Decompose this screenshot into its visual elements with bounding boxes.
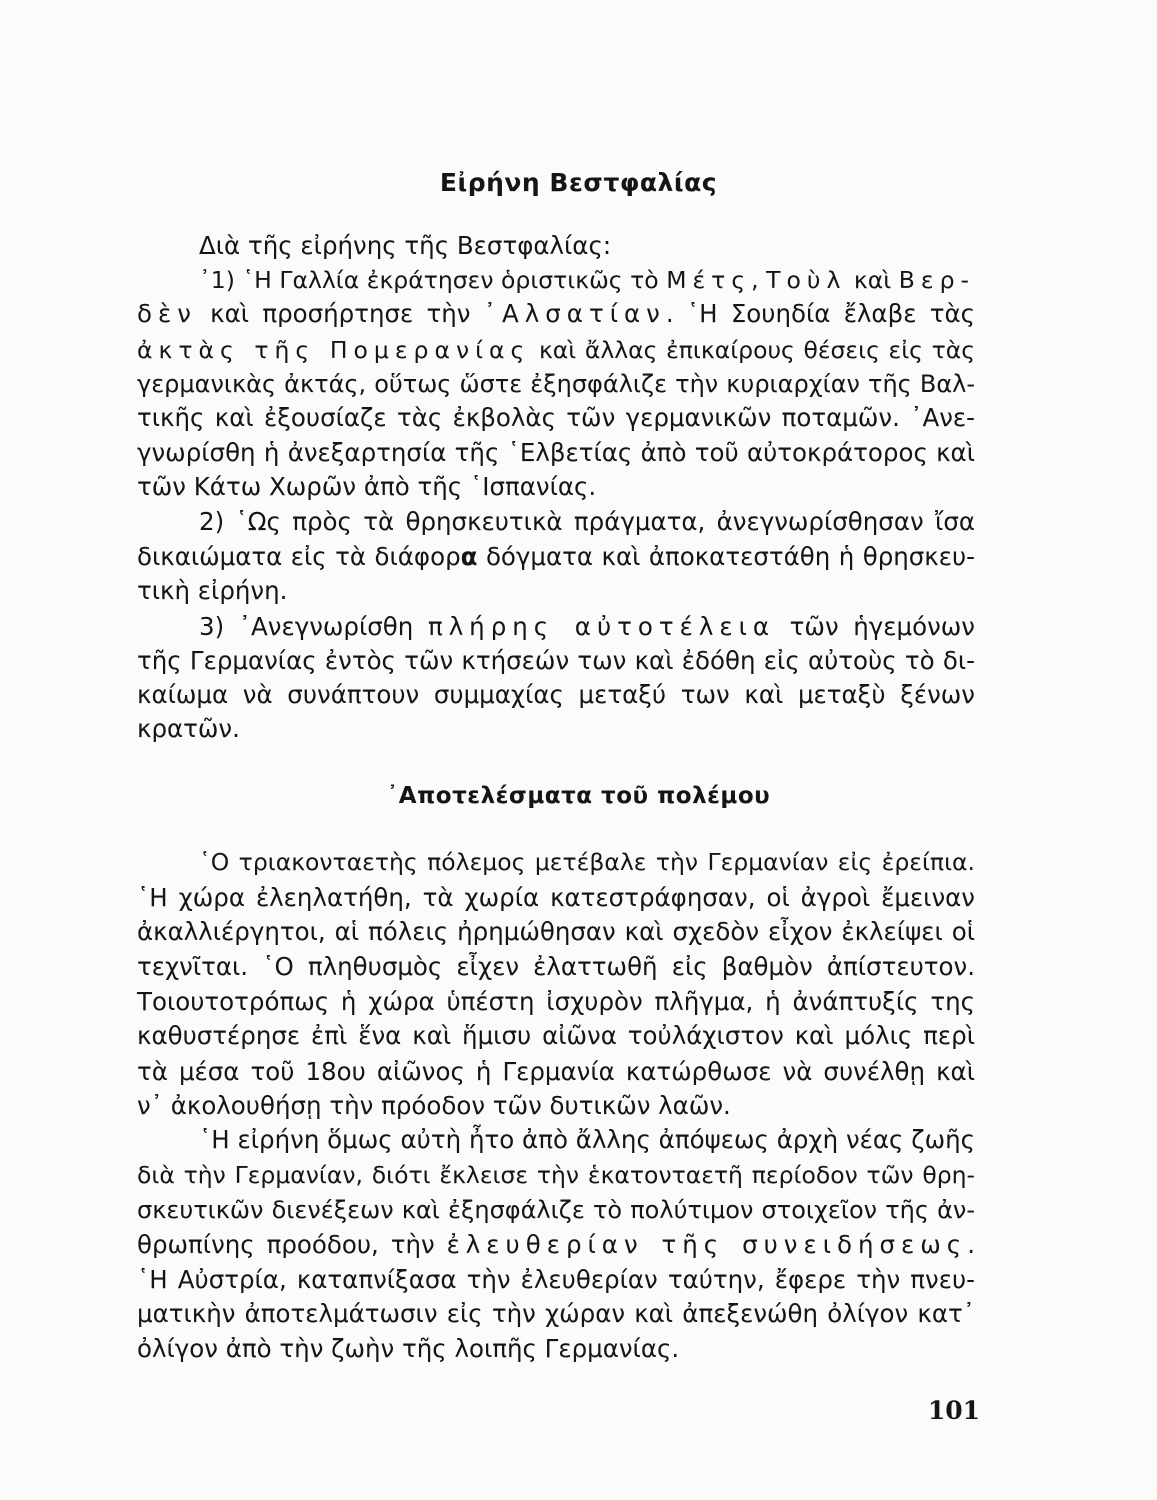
text-line: γερμανικὰς ἀκτάς, οὕτως ὥστε ἐξησφάλιζε τὴν κυριαρχίαν τῆς Βαλ- — [137, 370, 975, 398]
page-number: 101 — [927, 1396, 980, 1425]
text-line: τὰ μέσα τοῦ 18ου αἰῶνος ἡ Γερμανία κατώρθωσε νὰ συνέλθῃ καὶ — [137, 1057, 975, 1086]
text-line: γνωρίσθη ἡ ἀνεξαρτησία τῆς ῾Ελβετίας ἀπὸ τοῦ αὐτοκράτορος καὶ — [137, 438, 975, 467]
text-line: ᾿1) ῾Η Γαλλία ἐκράτησεν ὁριστικῶς τὸ Μέτς, Τοὺλ καὶ Βερ- — [199, 266, 975, 294]
text-line: ῾Ο τριακονταετὴς πόλεμος μετέβαλε τὴν Γερμανίαν εἰς ἐρείπια. — [199, 848, 975, 876]
text-line: κρατῶν. — [137, 714, 240, 743]
text-line: ῾Η χώρα ἐλεηλατήθη, τὰ χωρία κατεστράφησαν, οἱ ἀγροὶ ἔμειναν — [137, 883, 975, 912]
text-line: 3) ᾿Ανεγνωρίσθη πλήρης αὐτοτέλεια τῶν ἡγεμόνων — [199, 612, 975, 641]
text-line: ἀκαλλιέργητοι, αἱ πόλεις ἠρημώθησαν καὶ σχεδὸν εἶχον ἐκλείψει οἱ — [137, 917, 975, 946]
text-line: ῾Η εἰρήνη ὅμως αὐτὴ ἦτο ἀπὸ ἄλλης ἀπόψεως ἀρχὴ νέας ζωῆς — [199, 1125, 975, 1154]
text-line: τικὴ εἰρήνη. — [137, 576, 288, 605]
text-line: θρωπίνης προόδου, τὴν ἐλευθερίαν τῆς συνειδήσεως. — [137, 1230, 975, 1259]
text-line: δικαιώματα εἰς τὰ διάφορα δόγματα καὶ ἀποκατεστάθη ἡ θρησκευ- — [137, 542, 975, 571]
text-line: καίωμα νὰ συνάπτουν συμμαχίας μεταξύ των καὶ μεταξὺ ξένων — [137, 680, 975, 709]
section-heading-results: ᾿Αποτελέσματα τοῦ πολέμου — [386, 783, 771, 809]
text-line: τικῆς καὶ ἐξουσίαζε τὰς ἐκβολὰς τῶν γερμανικῶν ποταμῶν. ᾿Ανε- — [137, 403, 975, 432]
text-line: τεχνῖται. ῾Ο πληθυσμὸς εἶχεν ἐλαττωθῆ εἰς βαθμὸν ἀπίστευτον. — [137, 952, 975, 981]
text-line: ν᾿ ἀκολουθήσῃ τὴν πρόοδον τῶν δυτικῶν λαῶν. — [137, 1091, 731, 1120]
text-line: 2) ῾Ως πρὸς τὰ θρησκευτικὰ πράγματα, ἀνεγνωρίσθησαν ἴσα — [199, 507, 975, 536]
text-line: καθυστέρησε ἐπὶ ἕνα καὶ ἥμισυ αἰῶνα τοὐλάχιστον καὶ μόλις περὶ — [137, 1021, 975, 1050]
text-line: Τοιουτοτρόπως ἡ χώρα ὑπέστη ἰσχυρὸν πλῆγμα, ἡ ἀνάπτυξίς της — [137, 987, 975, 1016]
text-line: τῆς Γερμανίας ἐντὸς τῶν κτήσεών των καὶ ἐδόθη εἰς αὐτοὺς τὸ δι- — [137, 646, 975, 675]
intro-line: Διὰ τῆς εἰρήνης τῆς Βεστφαλίας: — [199, 231, 612, 260]
text-line: τῶν Κάτω Χωρῶν ἀπὸ τῆς ῾Ισπανίας. — [137, 472, 597, 501]
text-line: ῾Η Αὐστρία, καταπνίξασα τὴν ἐλευθερίαν ταύτην, ἔφερε τὴν πνευ- — [137, 1265, 975, 1294]
section-heading-westphalia: Εἰρήνη Βεστφαλίας — [439, 168, 718, 197]
text-line: δὲν καὶ προσήρτησε τὴν ᾿Αλσατίαν. ῾Η Σουηδία ἔλαβε τὰς — [137, 299, 975, 328]
text-line: σκευτικῶν διενέξεων καὶ ἐξησφάλιζε τὸ πολύτιμον στοιχεῖον τῆς ἀν- — [137, 1196, 975, 1224]
text-line: διὰ τὴν Γερμανίαν, διότι ἔκλεισε τὴν ἑκατονταετῆ περίοδον τῶν θρη- — [137, 1161, 975, 1189]
text-line: ματικὴν ἀποτελμάτωσιν εἰς τὴν χώραν καὶ ἀπεξενώθη ὀλίγον κατ᾿ — [137, 1299, 975, 1328]
text-line: ἀκτὰς τῆς Πομερανίας καὶ ἄλλας ἐπικαίρους θέσεις εἰς τὰς — [137, 336, 975, 364]
text-line: ὀλίγον ἀπὸ τὴν ζωὴν τῆς λοιπῆς Γερμανίας. — [137, 1334, 680, 1363]
